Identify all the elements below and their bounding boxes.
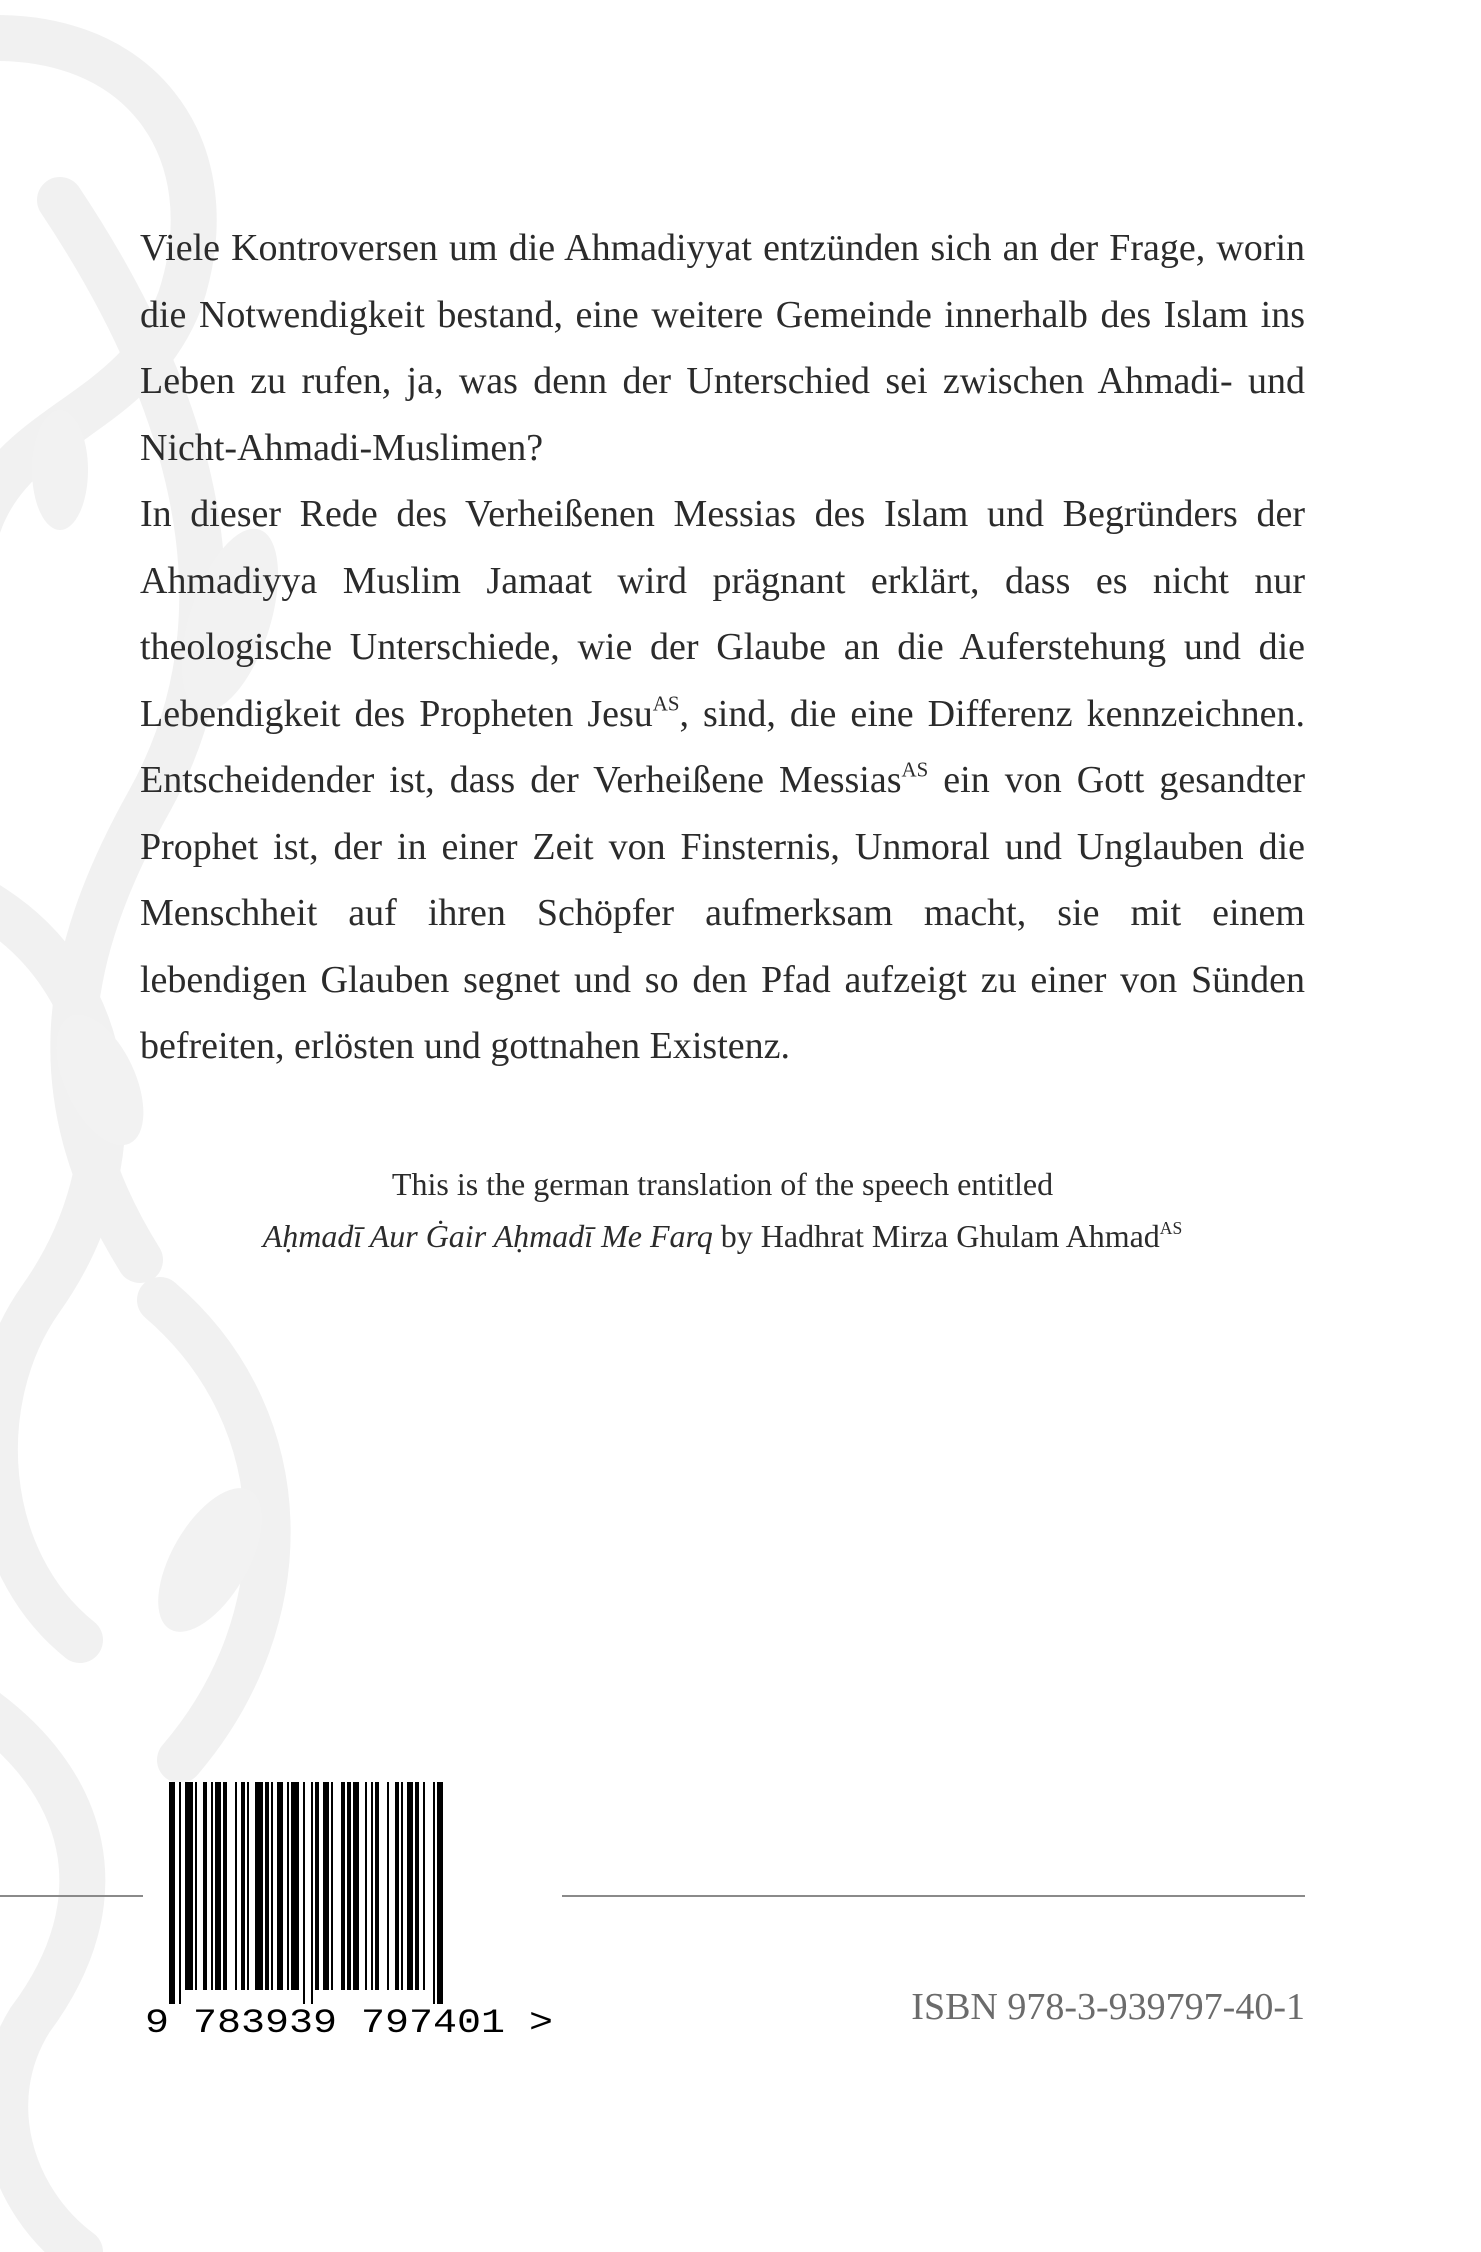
- barcode-bar: [185, 1782, 193, 1990]
- barcode-bar: [353, 1782, 359, 1990]
- barcode-bar: [387, 1782, 389, 1990]
- barcode-bar: [323, 1782, 329, 1990]
- honorific-superscript: AS: [652, 690, 680, 715]
- barcode-bar: [395, 1782, 399, 1990]
- isbn-number: ISBN 978-3-939797-40-1: [911, 1986, 1305, 2028]
- barcode-bar: [291, 1782, 299, 1990]
- honorific-superscript: AS: [1159, 1217, 1183, 1238]
- barcode-bar: [407, 1782, 413, 1990]
- barcode-bar: [311, 1782, 313, 2004]
- barcode-bar: [203, 1782, 207, 1990]
- barcode-bar: [437, 1782, 443, 2004]
- barcode-bar: [401, 1782, 403, 1990]
- blurb-text: [140, 215, 1305, 1080]
- barcode-bar: [223, 1782, 227, 1990]
- blurb-paragraph-2: In dieser Rede des Verheißenen Messias des Islam und Begründers der Ahmadiyya Muslim Jamaat wird prägnant erklärt, dass es nicht nur theologische Unterschiede, wie der Glaube an die Auferstehung und die Lebendigkeit des Propheten Jesu$^{AS}$, sind, die eine Differenz kennzeichnen. Entscheidender ist, dass der Verheißene Messias$^{AS}$ ein von Gott gesandter Prophet ist, der in einer Zeit von Finsternis, Unmoral und Unglauben die Menschheit auf ihren Schöpfer aufmerksam macht, sie mit einem lebendigen Glauben segnet und so den Pfad aufzeigt zu einer von Sünden befreiten, erlösten und gottnahen Existenz.: [140, 493, 1305, 1067]
- barcode-bar: [215, 1782, 221, 1990]
- isbn-barcode: [143, 1782, 558, 2042]
- barcode-bar: [433, 1782, 435, 2004]
- barcode-bar: [247, 1782, 249, 1990]
- blurb-paragraph-1: Viele Kontroversen um die Ahmadiyyat entzünden sich an der Frage, worin die Notwendigkeit bestand, eine weitere Gemeinde innerhalb des Islam ins Leben zu rufen, ja, was denn der Unterschied sei zwischen Ahmadi- und Nicht-Ahmadi-Muslimen?: [140, 227, 1305, 469]
- barcode-bar: [371, 1782, 373, 1990]
- barcode-bar: [423, 1782, 425, 1990]
- barcode-bar: [375, 1782, 379, 1990]
- barcode-bar: [179, 1782, 181, 2004]
- barcode-bar: [347, 1782, 351, 1990]
- honorific-superscript: AS: [901, 757, 929, 782]
- divider-left: [0, 1895, 143, 1897]
- barcode-bar: [315, 1782, 319, 1990]
- barcode-bar: [331, 1782, 333, 1990]
- speech-title: Aḥmadī Aur Ġair Aḥmadī Me Farq: [262, 1218, 713, 1254]
- barcode-bar: [415, 1782, 419, 1990]
- translation-credit: [140, 1158, 1305, 1262]
- barcode-bar: [303, 1782, 305, 2004]
- barcode-bar: [169, 1782, 175, 2004]
- barcode-bar: [211, 1782, 213, 1990]
- barcode-bar: [271, 1782, 273, 1990]
- barcode-bar: [235, 1782, 237, 1990]
- credit-line-1: This is the german translation of the speech entitled: [391, 1166, 1054, 1202]
- barcode-bar: [287, 1782, 289, 1990]
- barcode-bar: [255, 1782, 263, 1990]
- author-text: by Hadhrat Mirza Ghulam Ahmad: [712, 1218, 1160, 1254]
- barcode-digits: 9 783939 797401 >: [145, 2005, 553, 2042]
- credit-line-2: [140, 1210, 1305, 1262]
- barcode-bar: [365, 1782, 367, 1990]
- barcode-bar: [195, 1782, 197, 1990]
- barcode-bar: [341, 1782, 345, 1990]
- barcode-bar: [277, 1782, 283, 1990]
- barcode-bar: [241, 1782, 245, 1990]
- divider-right: [562, 1895, 1305, 1897]
- barcode-bar: [265, 1782, 269, 1990]
